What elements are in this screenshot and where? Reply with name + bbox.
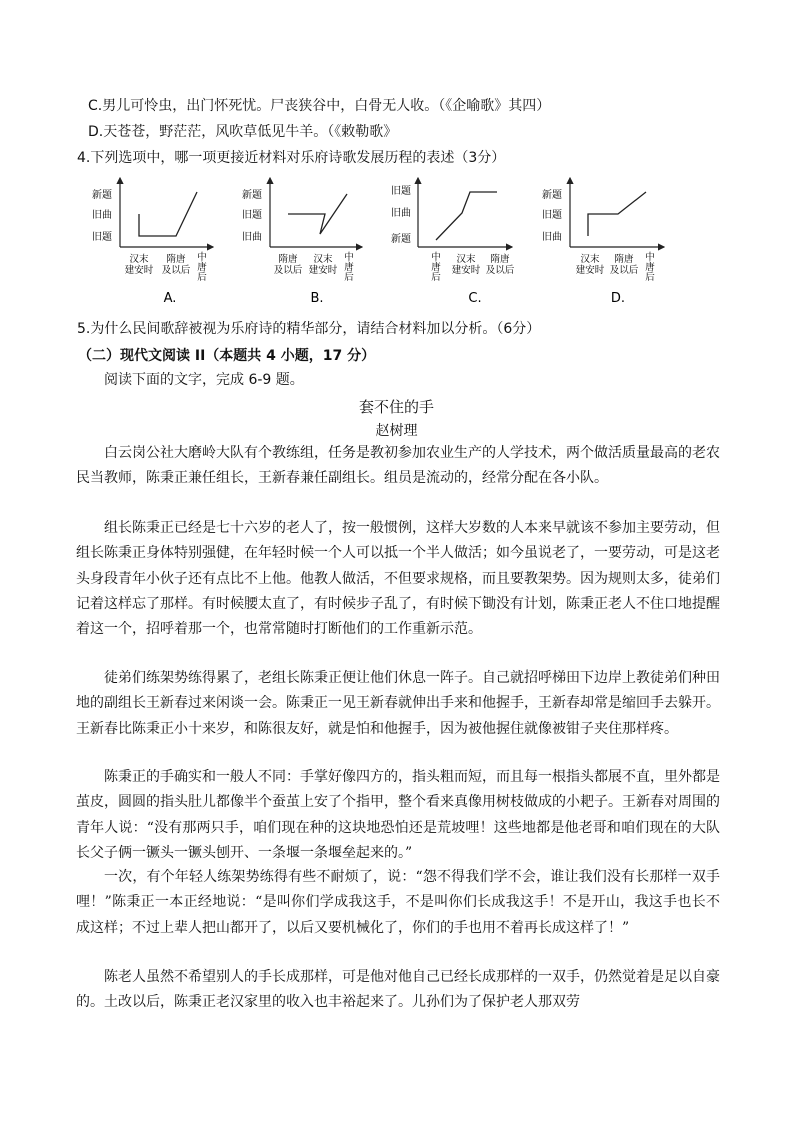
- story-paragraph-6: 陈老人虽然不希望别人的手长成那样，可是他对他自己已经长成那样的一双手，仍然觉着是足以自豪的。土改以后，陈秉正老汉家里的收入也丰裕起来了。儿孙们为了保护老人那双劳: [76, 969, 720, 1011]
- graph-b-line: [288, 194, 347, 234]
- graph-d-x-label-3: 中唐后: [645, 252, 655, 283]
- graph-a-x-label-2: 隋唐及以后: [161, 254, 191, 276]
- graph-c-x-label-2: 汉末建安时: [451, 254, 481, 276]
- graph-a-x-label-3: 中唐后: [197, 252, 207, 283]
- graph-c-x-label-1: 中唐后: [431, 252, 441, 283]
- graph-c-letter: C.: [468, 291, 482, 306]
- graph-b-y-label-3: 旧曲: [242, 232, 262, 243]
- graph-b-letter: B.: [310, 291, 324, 306]
- graph-d-line: [588, 192, 646, 236]
- graph-d-y-label-1: 新题: [542, 190, 562, 201]
- graph-a-y-label-1: 新题: [92, 190, 112, 201]
- story-paragraph-1: 白云岗公社大磨岭大队有个教练组，任务是教初参加农业生产的人学技术，两个做活质量最高的老农民当教师，陈秉正兼任组长，王新春兼任副组长。组员是流动的，经常分配在各小队。: [76, 445, 720, 487]
- story-title: 套不住的手: [358, 398, 434, 416]
- graph-b-x-label-3: 中唐后: [344, 252, 354, 283]
- graph-b-x-label-1: 隋唐及以后: [273, 254, 303, 276]
- story-author: 赵树理: [375, 423, 418, 439]
- option-d: D.天苍苍，野茫茫，风吹草低见牛羊。（《敕勒歌》: [88, 124, 398, 140]
- graph-c-x-label-3: 隋唐及以后: [485, 254, 515, 276]
- graph-c: [391, 178, 515, 306]
- option-c: C.男儿可怜虫，出门怀死忧。尸丧狭谷中，白骨无人收。（《企喻歌》其四）: [88, 98, 551, 114]
- graph-d-x-label-1: 汉末建安时: [575, 254, 605, 276]
- graph-a-line: [139, 192, 197, 236]
- graph-c-y-label-3: 新题: [391, 234, 411, 245]
- graph-c-y-label-2: 旧曲: [391, 208, 411, 219]
- graph-d: [542, 178, 664, 306]
- story-paragraph-4: 陈秉正的手确实和一般人不同：手掌好像四方的，指头粗而短，而且每一根指头都展不直，里外都是茧皮，圆圆的指头肚儿都像半个蚕茧上安了个指甲，整个看来真像用树枝做成的小耙子。王新春对周围的青年人说：“没有那两只手，咱们现在种的这块地恐怕还是荒坡哩！这些地都是他老哥和咱们现在的大队长父子俩一镢头一镢头刨开、一条堰一条堰垒起来的。”: [76, 769, 720, 861]
- graph-c-line: [436, 192, 497, 240]
- graph-a-letter: A.: [163, 291, 177, 306]
- graph-d-letter: D.: [610, 291, 626, 306]
- graph-options: [0, 170, 793, 315]
- graph-a: [92, 178, 213, 306]
- graph-b: [242, 178, 362, 306]
- story-paragraph-2: 组长陈秉正已经是七十六岁的老人了，按一般惯例，这样大岁数的人本来早就该不参加主要劳动，但组长陈秉正身体特别强健，在年轻时候一个人可以抵一个半人做活；如今虽说老了，一要劳动，可是这老头身段青年小伙子还有点比不上他。他教人做活，不但要求规格，而且要教架势。因为规则太多，徒弟们记着这样忘了那样。有时候腰太直了，有时候步子乱了，有时候下锄没有计划，陈秉正老人不住口地提醒着这一个，招呼着那一个，也常常随时打断他们的工作重新示范。: [76, 520, 720, 638]
- graph-b-y-label-1: 新题: [242, 190, 262, 201]
- section-heading: （二）现代文阅读 II（本题共 4 小题，17 分）: [78, 348, 376, 364]
- graph-c-y-label-1: 旧题: [391, 186, 411, 197]
- story-paragraph-5: 一次，有个年轻人练架势练得有些不耐烦了，说：“怨不得我们学不会，谁让我们没有长那样一双手哩！”陈秉正一本正经地说：“是叫你们学成我这手，不是叫你们长成我这手！不是开山，我这手也长不成这样；不过上辈人把山都开了，以后又要机械化了，你们的手也用不着再长成这样了！”: [76, 869, 720, 936]
- question-4: 4.下列选项中，哪一项更接近材料对乐府诗歌发展历程的表述（3分）: [77, 150, 506, 166]
- graph-a-y-label-3: 旧题: [92, 232, 112, 243]
- graph-a-x-label-1: 汉末建安时: [124, 254, 154, 276]
- graph-d-x-label-2: 隋唐及以后: [609, 254, 639, 276]
- story-paragraph-3: 徒弟们练架势练得累了，老组长陈秉正便让他们休息一阵子。自己就招呼梯田下边岸上教徒弟们种田地的副组长王新春过来闲谈一会。陈秉正一见王新春就伸出手来和他握手，王新春却常是缩回手去躲开。王新春比陈秉正小十来岁，和陈很友好，就是怕和他握手，因为被他握住就像被钳子夹住那样疼。: [76, 670, 720, 737]
- graph-a-y-label-2: 旧曲: [92, 210, 112, 221]
- section-instruction: 阅读下面的文字，完成 6-9 题。: [104, 372, 304, 388]
- graph-d-y-label-2: 旧题: [542, 210, 562, 221]
- graph-b-x-label-2: 汉末建安时: [308, 254, 338, 276]
- graph-d-y-label-3: 旧曲: [542, 232, 562, 243]
- graph-b-y-label-2: 旧题: [242, 210, 262, 221]
- question-5: 5.为什么民间歌辞被视为乐府诗的精华部分，请结合材料加以分析。（6分）: [77, 321, 541, 337]
